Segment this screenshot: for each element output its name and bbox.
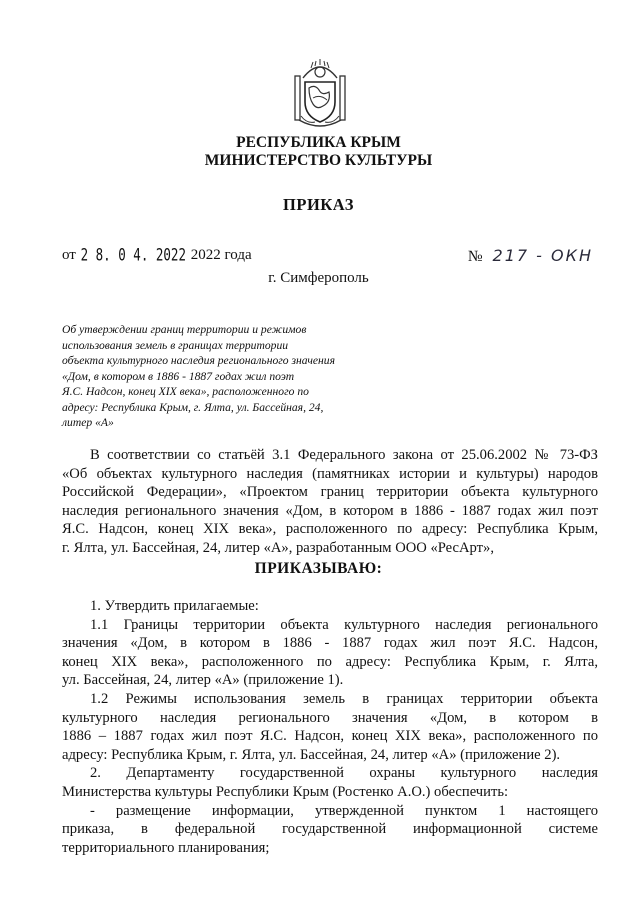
date-stamp: 2 8. 0 4. 2022 [80, 244, 186, 265]
item-line: 1886 – 1887 годах жил поэт Я.С. Надсон, конец XIX века», расположенного по [62, 728, 598, 745]
preamble-line: «Об объектах культурного наследия (памятниках истории и культуры) народов [62, 465, 598, 482]
item-line: конец XIX века», расположенного по адресу: Республика Крым, г. Ялта, [62, 653, 598, 670]
item-line: культурного наследия регионального значения «Дом, в котором в [62, 709, 598, 726]
order-directive-heading: ПРИКАЗЫВАЮ: [254, 560, 383, 577]
preamble-line: наследия регионального значения «Дом, в котором в 1886 - 1887 годах жил поэт [62, 502, 598, 519]
handwritten-number: 217 - ОКН [492, 246, 593, 265]
item-line: 1.2 Режимы использования земель в границах территории объекта [90, 690, 598, 707]
date-prefix: от [62, 247, 76, 263]
date-suffix: 2022 года [190, 247, 252, 263]
preamble-line: В соответствии со статьёй 3.1 Федерального закона от 25.06.2002 № 73-ФЗ [90, 447, 598, 463]
number-prefix: № [467, 248, 483, 265]
crimea-coat-of-arms-icon [291, 58, 349, 128]
item-line: Министерства культуры Республики Крым (Ростенко А.О.) обеспечить: [62, 783, 509, 800]
item-line: 1. Утвердить прилагаемые: [90, 598, 259, 614]
order-number [468, 246, 593, 266]
item-line: приказа, в федеральной государственной информационной системе [62, 821, 598, 838]
item-line: - размещение информации, утвержденной пунктом 1 настоящего [90, 802, 598, 819]
ministry-title: МИНИСТЕРСТВО КУЛЬТУРЫ [204, 152, 433, 169]
order-subject [62, 322, 362, 431]
subject-line: Я.С. Надсон, конец XIX века», расположенного по [62, 385, 309, 398]
city-line: г. Симферополь [268, 270, 369, 286]
subject-line: «Дом, в котором в 1886 - 1887 годах жил поэт [62, 369, 295, 383]
subject-line: адресу: Республика Крым, г. Ялта, ул. Бассейная, 24, [62, 400, 324, 414]
item-line: ул. Бассейная, 24, литер «А» (приложение 1). [62, 672, 344, 689]
subject-line: литер «А» [62, 416, 114, 429]
item-line: 2. Департаменту государственной охраны культурного наследия [90, 765, 598, 782]
order-date [62, 244, 252, 265]
preamble-line: Российской Федерации», «Проектом границ территории объекта культурного [62, 484, 598, 501]
item-line: адресу: Республика Крым, г. Ялта, ул. Бассейная, 24, литер «А» (приложение 2). [62, 746, 561, 763]
item-line: значения «Дом, в котором в 1886 - 1887 годах жил поэт Я.С. Надсон, [62, 635, 598, 652]
document-type-title: ПРИКАЗ [283, 195, 354, 214]
item-line: 1.1 Границы территории объекта культурного наследия регионального [90, 616, 598, 633]
subject-line: объекта культурного наследия регионального значения [62, 354, 335, 367]
item-line: территориального планирования; [62, 839, 270, 856]
preamble-paragraph [62, 446, 598, 558]
subject-line: Об утверждении границ территории и режимов [62, 323, 307, 336]
subject-line: использования земель в границах территории [62, 338, 289, 352]
order-items [62, 597, 598, 857]
preamble-line: Я.С. Надсон, конец XIX века», расположенного по адресу: Республика Крым, [62, 521, 598, 538]
republic-title: РЕСПУБЛИКА КРЫМ [236, 134, 401, 151]
preamble-line: г. Ялта, ул. Бассейная, 24, литер «А», разработанным ООО «РесАрт», [62, 539, 494, 556]
